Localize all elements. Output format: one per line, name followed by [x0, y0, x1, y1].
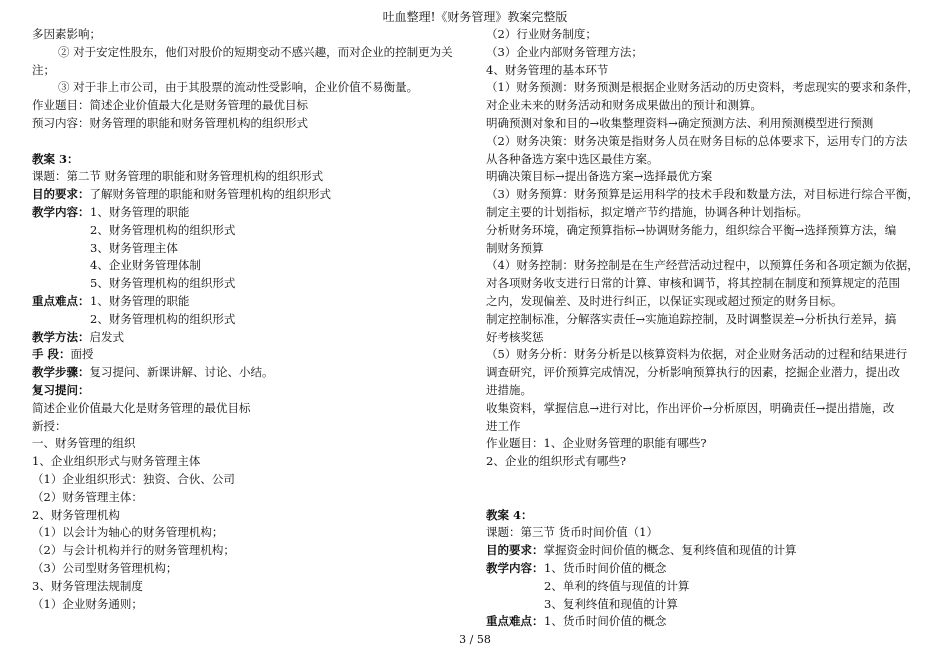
paragraph: ② 对于安定性股东，他们对股价的短期变动不感兴趣，而对企业的控制更为关: [58, 44, 453, 59]
method-text: 启发式: [89, 329, 124, 344]
paragraph: （4）财务控制：财务控制是在生产经营活动过程中，以预算任务和各项定额为依据，: [486, 258, 919, 273]
goal-text: 了解财务管理的职能和财务管理机构的组织形式: [89, 187, 331, 202]
content-item: 3、复利终值和现值的计算: [544, 596, 678, 611]
list-item: （3）公司型财务管理机构；: [32, 560, 178, 575]
list-item: （2）与会计机构并行的财务管理机构；: [32, 543, 235, 558]
paragraph: （2）财务决策：财务决策是指财务人员在财务目标的总体要求下，运用专门的方法: [486, 133, 908, 148]
paragraph: 多因素影响；: [32, 27, 101, 41]
content-label: 教学内容：: [32, 204, 90, 219]
homework: 2、企业的组织形式有哪些?: [486, 454, 626, 469]
review-question: 简述企业价值最大化是财务管理的最优目标: [32, 400, 251, 415]
paragraph: （1）财务预测：财务预测是根据企业财务活动的历史资料，考虑现实的要求和条件，: [486, 80, 919, 95]
process-flow: 制定控制标准，分解落实责任→实施追踪控制，及时调整误差→分析执行差异，搞: [486, 311, 897, 326]
process-flow: 制财务预算: [486, 240, 544, 255]
homework: 作业题目：简述企业价值最大化是财务管理的最优目标: [32, 98, 308, 113]
content-item: 2、财务管理机构的组织形式: [90, 222, 236, 237]
review-label: 复习提问：: [32, 382, 90, 397]
page-header: 吐血整理!《财务管理》教案完整版: [382, 10, 568, 24]
paragraph: 调查研究，评价预算完成情况，分析影响预算执行的因素，挖掘企业潜力，提出改: [486, 365, 900, 380]
steps-text: 复习提问、新课讲解、讨论、小结。: [89, 365, 274, 380]
subsection-heading: 2、财务管理机构: [32, 507, 120, 522]
goal-label: 目的要求：: [32, 187, 90, 202]
process-flow: 好考核奖惩: [486, 329, 544, 344]
goal-label: 目的要求：: [486, 543, 544, 558]
key-item: 1、货币时间价值的概念: [544, 614, 667, 629]
process-flow: 收集资料，掌握信息→进行对比，作出评价→分析原因，明确责任→提出措施，改: [486, 400, 895, 415]
paragraph: （3）财务预算：财务预算是运用科学的技术手段和数量方法，对目标进行综合平衡，: [486, 187, 919, 202]
process-flow: 明确决策目标→提出备选方案→选择最优方案: [486, 169, 713, 184]
means-text: 面授: [70, 347, 94, 362]
content-item: 1、财务管理的职能: [90, 204, 190, 219]
method-label: 教学方法：: [32, 329, 90, 344]
subsection-heading: 4、财务管理的基本环节: [486, 62, 609, 77]
key-label: 重点难点：: [486, 614, 544, 629]
content-item: 3、财务管理主体: [90, 240, 178, 255]
paragraph: （5）财务分析：财务分析是以核算资料为依据，对企业财务活动的过程和结果进行: [486, 347, 908, 362]
content-item: 5、财务管理机构的组织形式: [90, 276, 236, 291]
new-lesson-label: 新授：: [32, 418, 67, 433]
list-item: （1）企业财务通则；: [32, 596, 143, 611]
paragraph: 之内，发现偏差、及时进行纠正，以保证实现或超过预定的财务目标。: [486, 293, 843, 308]
means-label: 手 段：: [32, 347, 71, 362]
list-item: （1）企业组织形式：独资、合伙、公司: [32, 471, 235, 486]
process-flow: 进工作: [486, 418, 521, 433]
paragraph: 制定主要的计划指标，拟定增产节约措施，协调各种计划指标。: [486, 204, 808, 219]
section-heading: 一、财务管理的组织: [32, 436, 136, 451]
left-column: [32, 26, 452, 613]
right-column: [486, 26, 926, 631]
paragraph: 对企业未来的财务活动和财务成果做出的预计和测算。: [486, 98, 762, 113]
preview: 预习内容：财务管理的职能和财务管理机构的组织形式: [32, 115, 308, 130]
steps-label: 教学步骤：: [32, 365, 90, 380]
list-item: （1）以会计为轴心的财务管理机构；: [32, 525, 224, 540]
content-item: 1、货币时间价值的概念: [544, 560, 667, 575]
paragraph: 从各种备选方案中选区最佳方案。: [486, 151, 659, 166]
paragraph: 注；: [32, 62, 55, 77]
paragraph: ③ 对于非上市公司，由于其股票的流动性受影响，企业价值不易衡量。: [58, 80, 419, 95]
topic: 课题：第二节 财务管理的职能和财务管理机构的组织形式: [32, 169, 324, 184]
paragraph: 对各项财务收支进行日常的计算、审核和调节，将其控制在制度和预算规定的范围: [486, 276, 900, 291]
process-flow: 分析财务环境，确定预算指标→协调财务能力，组织综合平衡→选择预算方法，编: [486, 222, 897, 237]
key-label: 重点难点：: [32, 293, 90, 308]
list-item: （2）行业财务制度；: [486, 27, 597, 41]
homework: 作业题目：1、企业财务管理的职能有哪些?: [486, 436, 707, 451]
case-title: 教案 4：: [486, 507, 533, 522]
list-item: （2）财务管理主体：: [32, 489, 143, 504]
case-title: 教案 3：: [32, 151, 79, 166]
key-item: 1、财务管理的职能: [90, 293, 190, 308]
subsection-heading: 1、企业组织形式与财务管理主体: [32, 454, 201, 469]
content-item: 2、单利的终值与现值的计算: [544, 578, 690, 593]
subsection-heading: 3、财务管理法规制度: [32, 578, 143, 593]
page-number: 3 / 58: [459, 633, 491, 646]
topic: 课题：第三节 货币时间价值（1）: [486, 525, 658, 540]
paragraph: 进措施。: [486, 382, 532, 397]
list-item: （3）企业内部财务管理方法；: [486, 44, 643, 59]
content-label: 教学内容：: [486, 560, 544, 575]
content-item: 4、企业财务管理体制: [90, 258, 201, 273]
key-item: 2、财务管理机构的组织形式: [90, 311, 236, 326]
goal-text: 掌握资金时间价值的概念、复利终值和现值的计算: [543, 543, 797, 558]
process-flow: 明确预测对象和目的→收集整理资料→确定预测方法、利用预测模型进行预测: [486, 115, 874, 130]
